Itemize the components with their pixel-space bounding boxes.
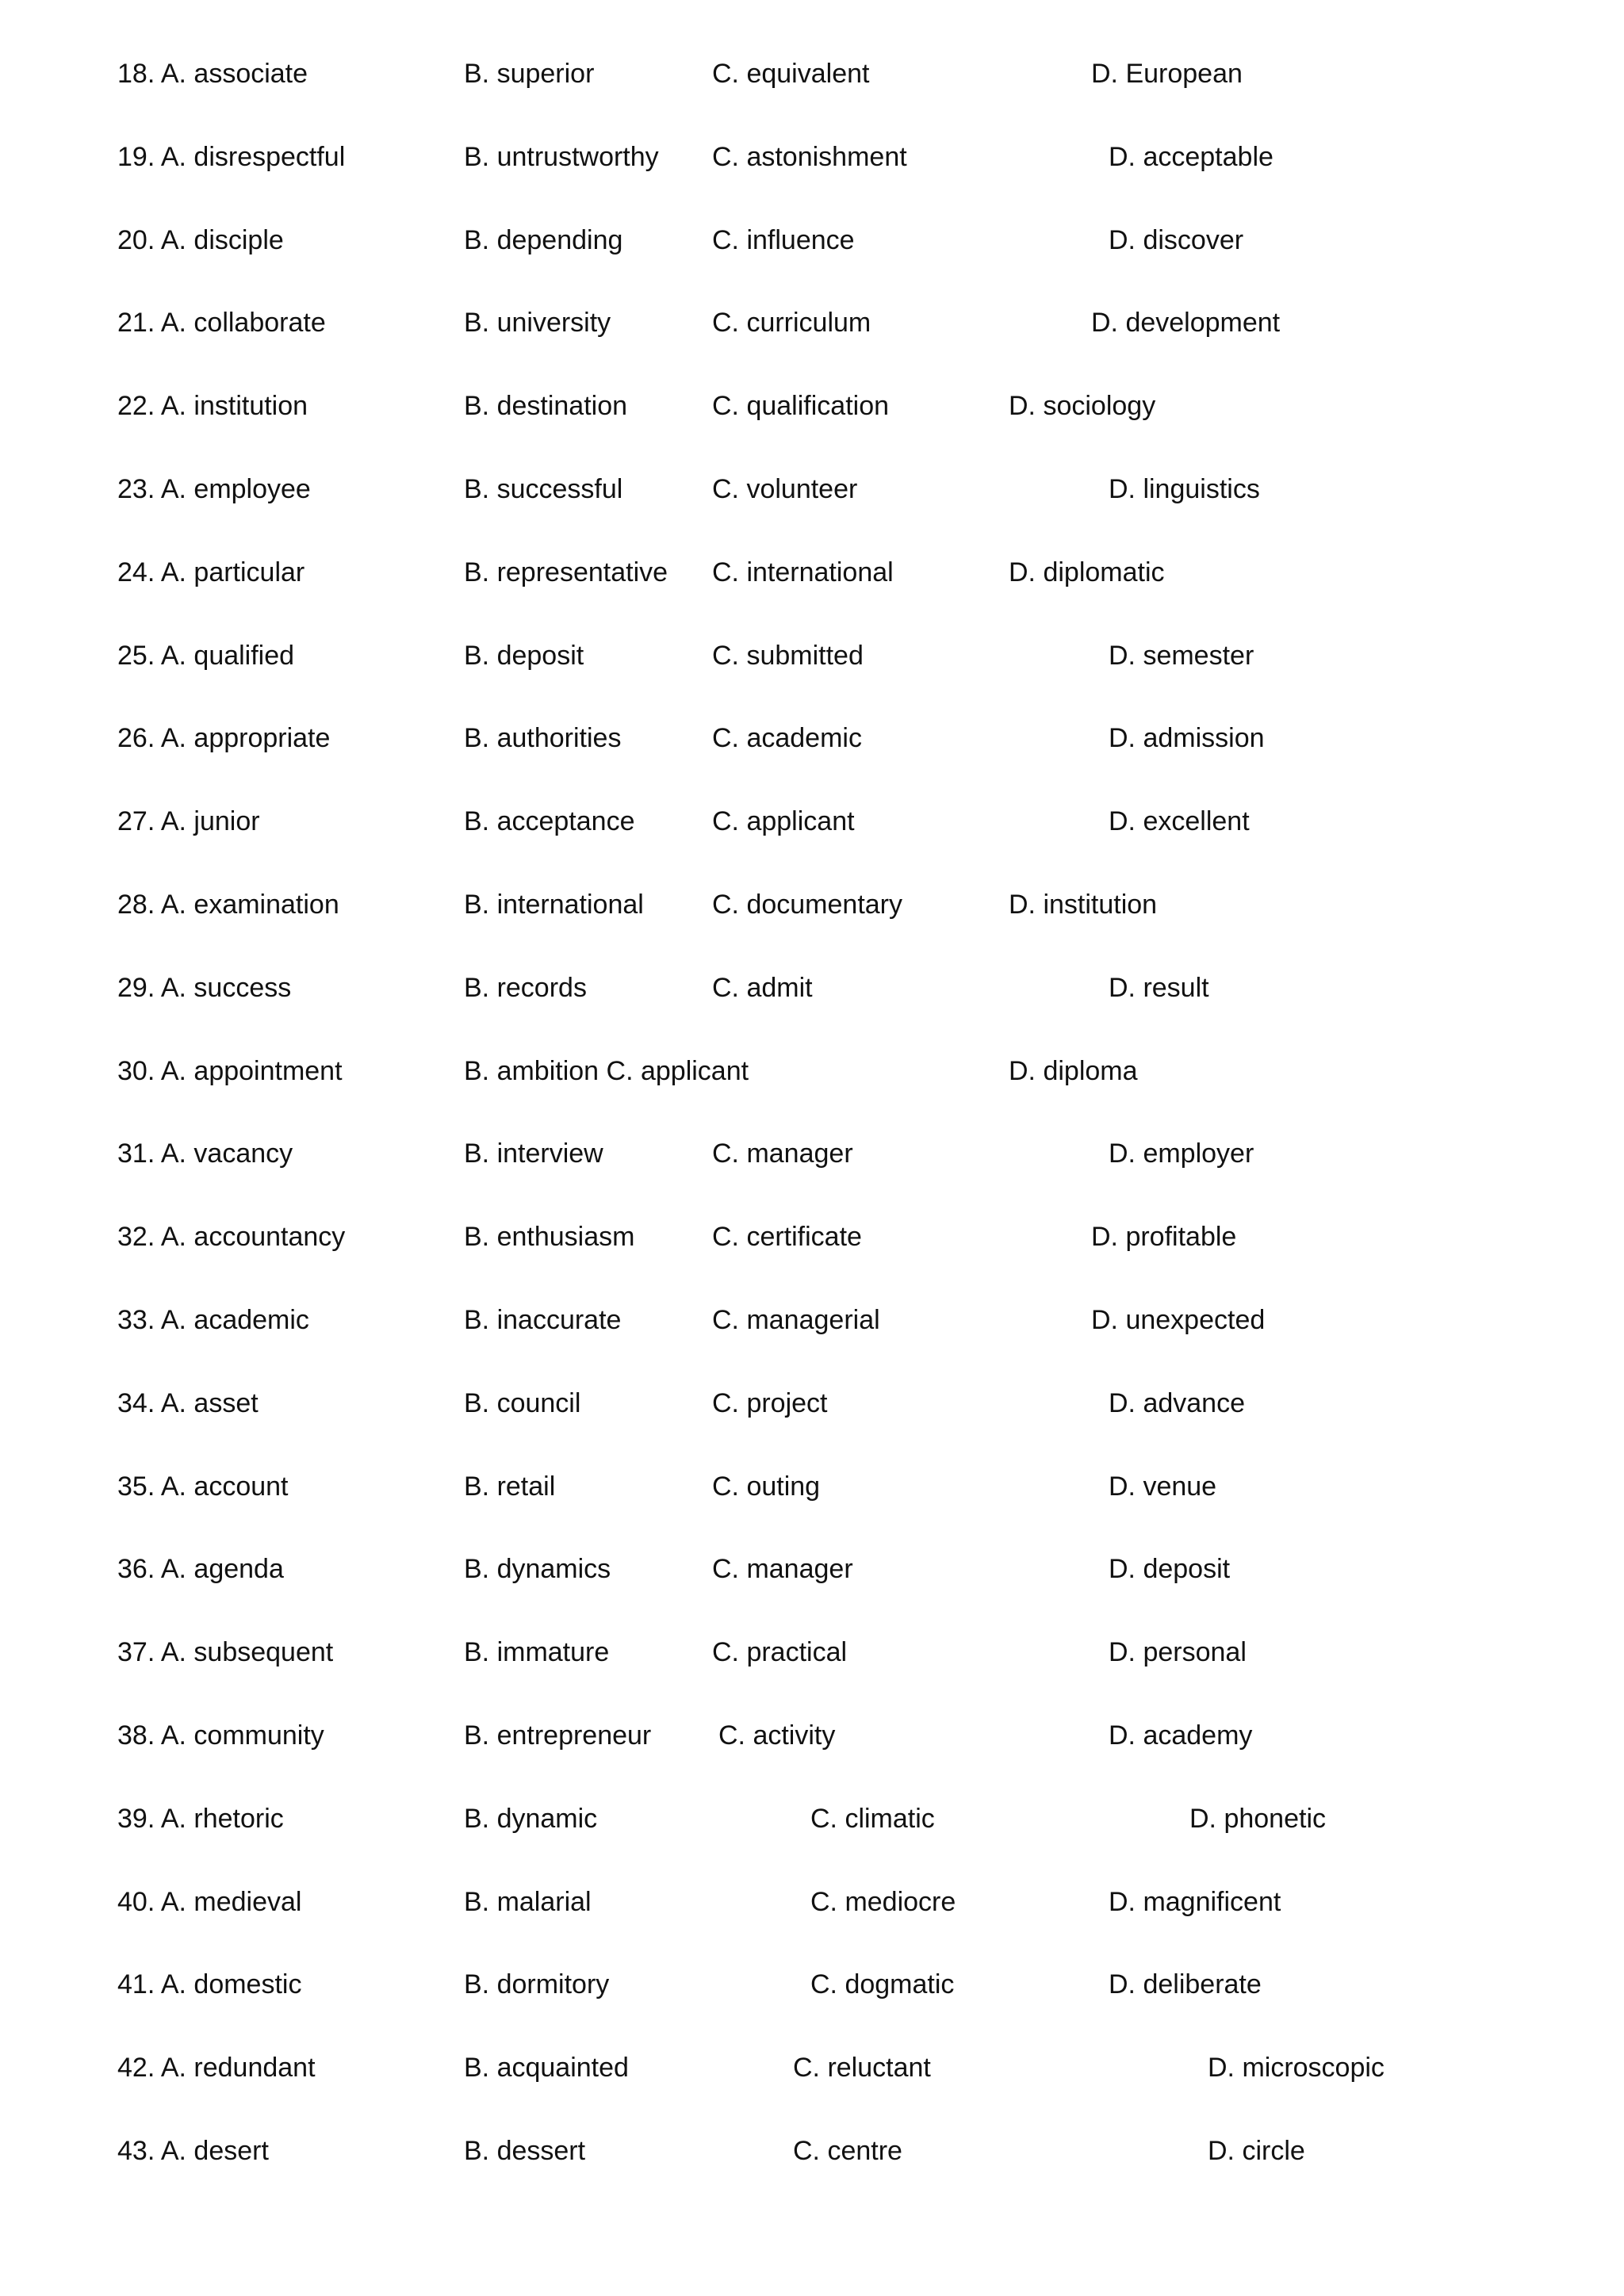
option-b: B. malarial xyxy=(464,1886,592,1917)
question-row xyxy=(0,1296,1624,1344)
option-a: 20. A. disciple xyxy=(117,224,284,255)
option-a: 40. A. medieval xyxy=(117,1886,302,1917)
option-c: C. certificate xyxy=(712,1222,862,1253)
option-a: 41. A. domestic xyxy=(117,1969,302,2000)
option-b: B. entrepreneur xyxy=(464,1720,652,1751)
question-row xyxy=(0,1961,1624,2008)
option-d: D. venue xyxy=(1109,1471,1217,1502)
option-a: 37. A. subsequent xyxy=(117,1637,334,1668)
option-b: B. dessert xyxy=(464,2136,586,2166)
option-b: B. deposit xyxy=(464,640,584,671)
option-c: C. centre xyxy=(793,2136,902,2166)
option-d: D. result xyxy=(1109,972,1209,1003)
option-c: C. international xyxy=(712,557,894,587)
option-c: C. managerial xyxy=(712,1305,880,1335)
option-c: C. applicant xyxy=(712,806,855,837)
option-d: D. employer xyxy=(1109,1138,1254,1169)
option-d: D. advance xyxy=(1109,1387,1245,1418)
option-a: 22. A. institution xyxy=(117,391,308,422)
question-row xyxy=(0,133,1624,181)
option-c: C. manager xyxy=(712,1138,853,1169)
option-a: 19. A. disrespectful xyxy=(117,141,346,172)
option-a: 18. A. associate xyxy=(117,59,308,89)
option-a: 32. A. accountancy xyxy=(117,1222,346,1253)
question-row xyxy=(0,1545,1624,1593)
option-d: D. semester xyxy=(1109,640,1254,671)
question-row xyxy=(0,1463,1624,1510)
option-a: 38. A. community xyxy=(117,1720,324,1751)
option-d: D. sociology xyxy=(1009,391,1156,422)
question-row xyxy=(0,216,1624,264)
option-b: B. records xyxy=(464,972,587,1003)
option-d: D. diploma xyxy=(1009,1055,1138,1086)
option-a: 23. A. employee xyxy=(117,474,311,504)
question-row xyxy=(0,1795,1624,1843)
question-row xyxy=(0,50,1624,98)
option-b: B. acceptance xyxy=(464,806,635,837)
option-a: 27. A. junior xyxy=(117,806,260,837)
option-c: C. curriculum xyxy=(712,308,871,339)
option-c: C. astonishment xyxy=(712,141,907,172)
option-b: B. retail xyxy=(464,1471,556,1502)
option-b: B. dynamic xyxy=(464,1803,598,1834)
question-row xyxy=(0,1213,1624,1261)
option-b: B. ambition C. applicant xyxy=(464,1055,749,1086)
question-row xyxy=(0,549,1624,596)
option-b: B. untrustworthy xyxy=(464,141,659,172)
option-c: C. activity xyxy=(718,1720,836,1751)
option-c: C. volunteer xyxy=(712,474,858,504)
option-c: C. admit xyxy=(712,972,813,1003)
option-d: D. European xyxy=(1091,59,1243,89)
option-b: B. international xyxy=(464,890,644,920)
option-c: C. practical xyxy=(712,1637,848,1668)
option-d: D. diplomatic xyxy=(1009,557,1165,587)
option-a: 25. A. qualified xyxy=(117,640,295,671)
question-row xyxy=(0,382,1624,430)
option-a: 31. A. vacancy xyxy=(117,1138,293,1169)
question-row xyxy=(0,1712,1624,1759)
option-c: C. manager xyxy=(712,1554,853,1585)
question-row xyxy=(0,299,1624,346)
option-a: 33. A. academic xyxy=(117,1305,309,1335)
option-b: B. successful xyxy=(464,474,623,504)
option-b: B. acquainted xyxy=(464,2053,629,2084)
option-d: D. microscopic xyxy=(1208,2053,1385,2084)
question-row xyxy=(0,881,1624,928)
option-d: D. academy xyxy=(1109,1720,1253,1751)
option-c: C. documentary xyxy=(712,890,902,920)
option-a: 36. A. agenda xyxy=(117,1554,284,1585)
option-d: D. deposit xyxy=(1109,1554,1231,1585)
option-d: D. unexpected xyxy=(1091,1305,1266,1335)
option-c: C. dogmatic xyxy=(810,1969,955,2000)
option-b: B. inaccurate xyxy=(464,1305,622,1335)
question-row xyxy=(0,964,1624,1012)
option-d: D. institution xyxy=(1009,890,1158,920)
option-b: B. representative xyxy=(464,557,668,587)
option-c: C. mediocre xyxy=(810,1886,956,1917)
question-row xyxy=(0,1628,1624,1676)
option-c: C. climatic xyxy=(810,1803,935,1834)
option-d: D. excellent xyxy=(1109,806,1250,837)
question-row xyxy=(0,2127,1624,2175)
question-row xyxy=(0,2044,1624,2091)
option-a: 34. A. asset xyxy=(117,1387,259,1418)
option-b: B. university xyxy=(464,308,611,339)
question-row xyxy=(0,714,1624,762)
option-b: B. immature xyxy=(464,1637,610,1668)
option-a: 39. A. rhetoric xyxy=(117,1803,284,1834)
option-d: D. personal xyxy=(1109,1637,1247,1668)
option-b: B. authorities xyxy=(464,723,622,754)
option-a: 29. A. success xyxy=(117,972,292,1003)
question-row xyxy=(0,1878,1624,1926)
option-d: D. linguistics xyxy=(1109,474,1260,504)
option-b: B. council xyxy=(464,1387,581,1418)
question-row xyxy=(0,1380,1624,1427)
option-c: C. academic xyxy=(712,723,862,754)
option-b: B. depending xyxy=(464,224,623,255)
option-b: B. superior xyxy=(464,59,595,89)
option-d: D. admission xyxy=(1109,723,1265,754)
option-c: C. outing xyxy=(712,1471,821,1502)
option-a: 28. A. examination xyxy=(117,890,339,920)
option-d: D. profitable xyxy=(1091,1222,1237,1253)
option-a: 43. A. desert xyxy=(117,2136,269,2166)
option-d: D. development xyxy=(1091,308,1281,339)
option-c: C. submitted xyxy=(712,640,864,671)
option-d: D. phonetic xyxy=(1189,1803,1326,1834)
question-row xyxy=(0,465,1624,513)
option-d: D. discover xyxy=(1109,224,1244,255)
option-a: 35. A. account xyxy=(117,1471,289,1502)
question-row xyxy=(0,798,1624,845)
question-row xyxy=(0,1047,1624,1095)
option-b: B. destination xyxy=(464,391,628,422)
option-a: 24. A. particular xyxy=(117,557,305,587)
option-b: B. dynamics xyxy=(464,1554,611,1585)
question-row xyxy=(0,632,1624,679)
option-a: 42. A. redundant xyxy=(117,2053,316,2084)
option-d: D. magnificent xyxy=(1109,1886,1281,1917)
option-c: C. qualification xyxy=(712,391,890,422)
option-a: 30. A. appointment xyxy=(117,1055,343,1086)
option-b: B. interview xyxy=(464,1138,603,1169)
question-row xyxy=(0,1130,1624,1177)
option-d: D. circle xyxy=(1208,2136,1305,2166)
option-d: D. deliberate xyxy=(1109,1969,1262,2000)
option-d: D. acceptable xyxy=(1109,141,1274,172)
option-c: C. reluctant xyxy=(793,2053,931,2084)
option-c: C. project xyxy=(712,1387,828,1418)
option-b: B. enthusiasm xyxy=(464,1222,635,1253)
option-c: C. equivalent xyxy=(712,59,870,89)
option-b: B. dormitory xyxy=(464,1969,610,2000)
option-c: C. influence xyxy=(712,224,855,255)
option-a: 26. A. appropriate xyxy=(117,723,331,754)
option-a: 21. A. collaborate xyxy=(117,308,326,339)
